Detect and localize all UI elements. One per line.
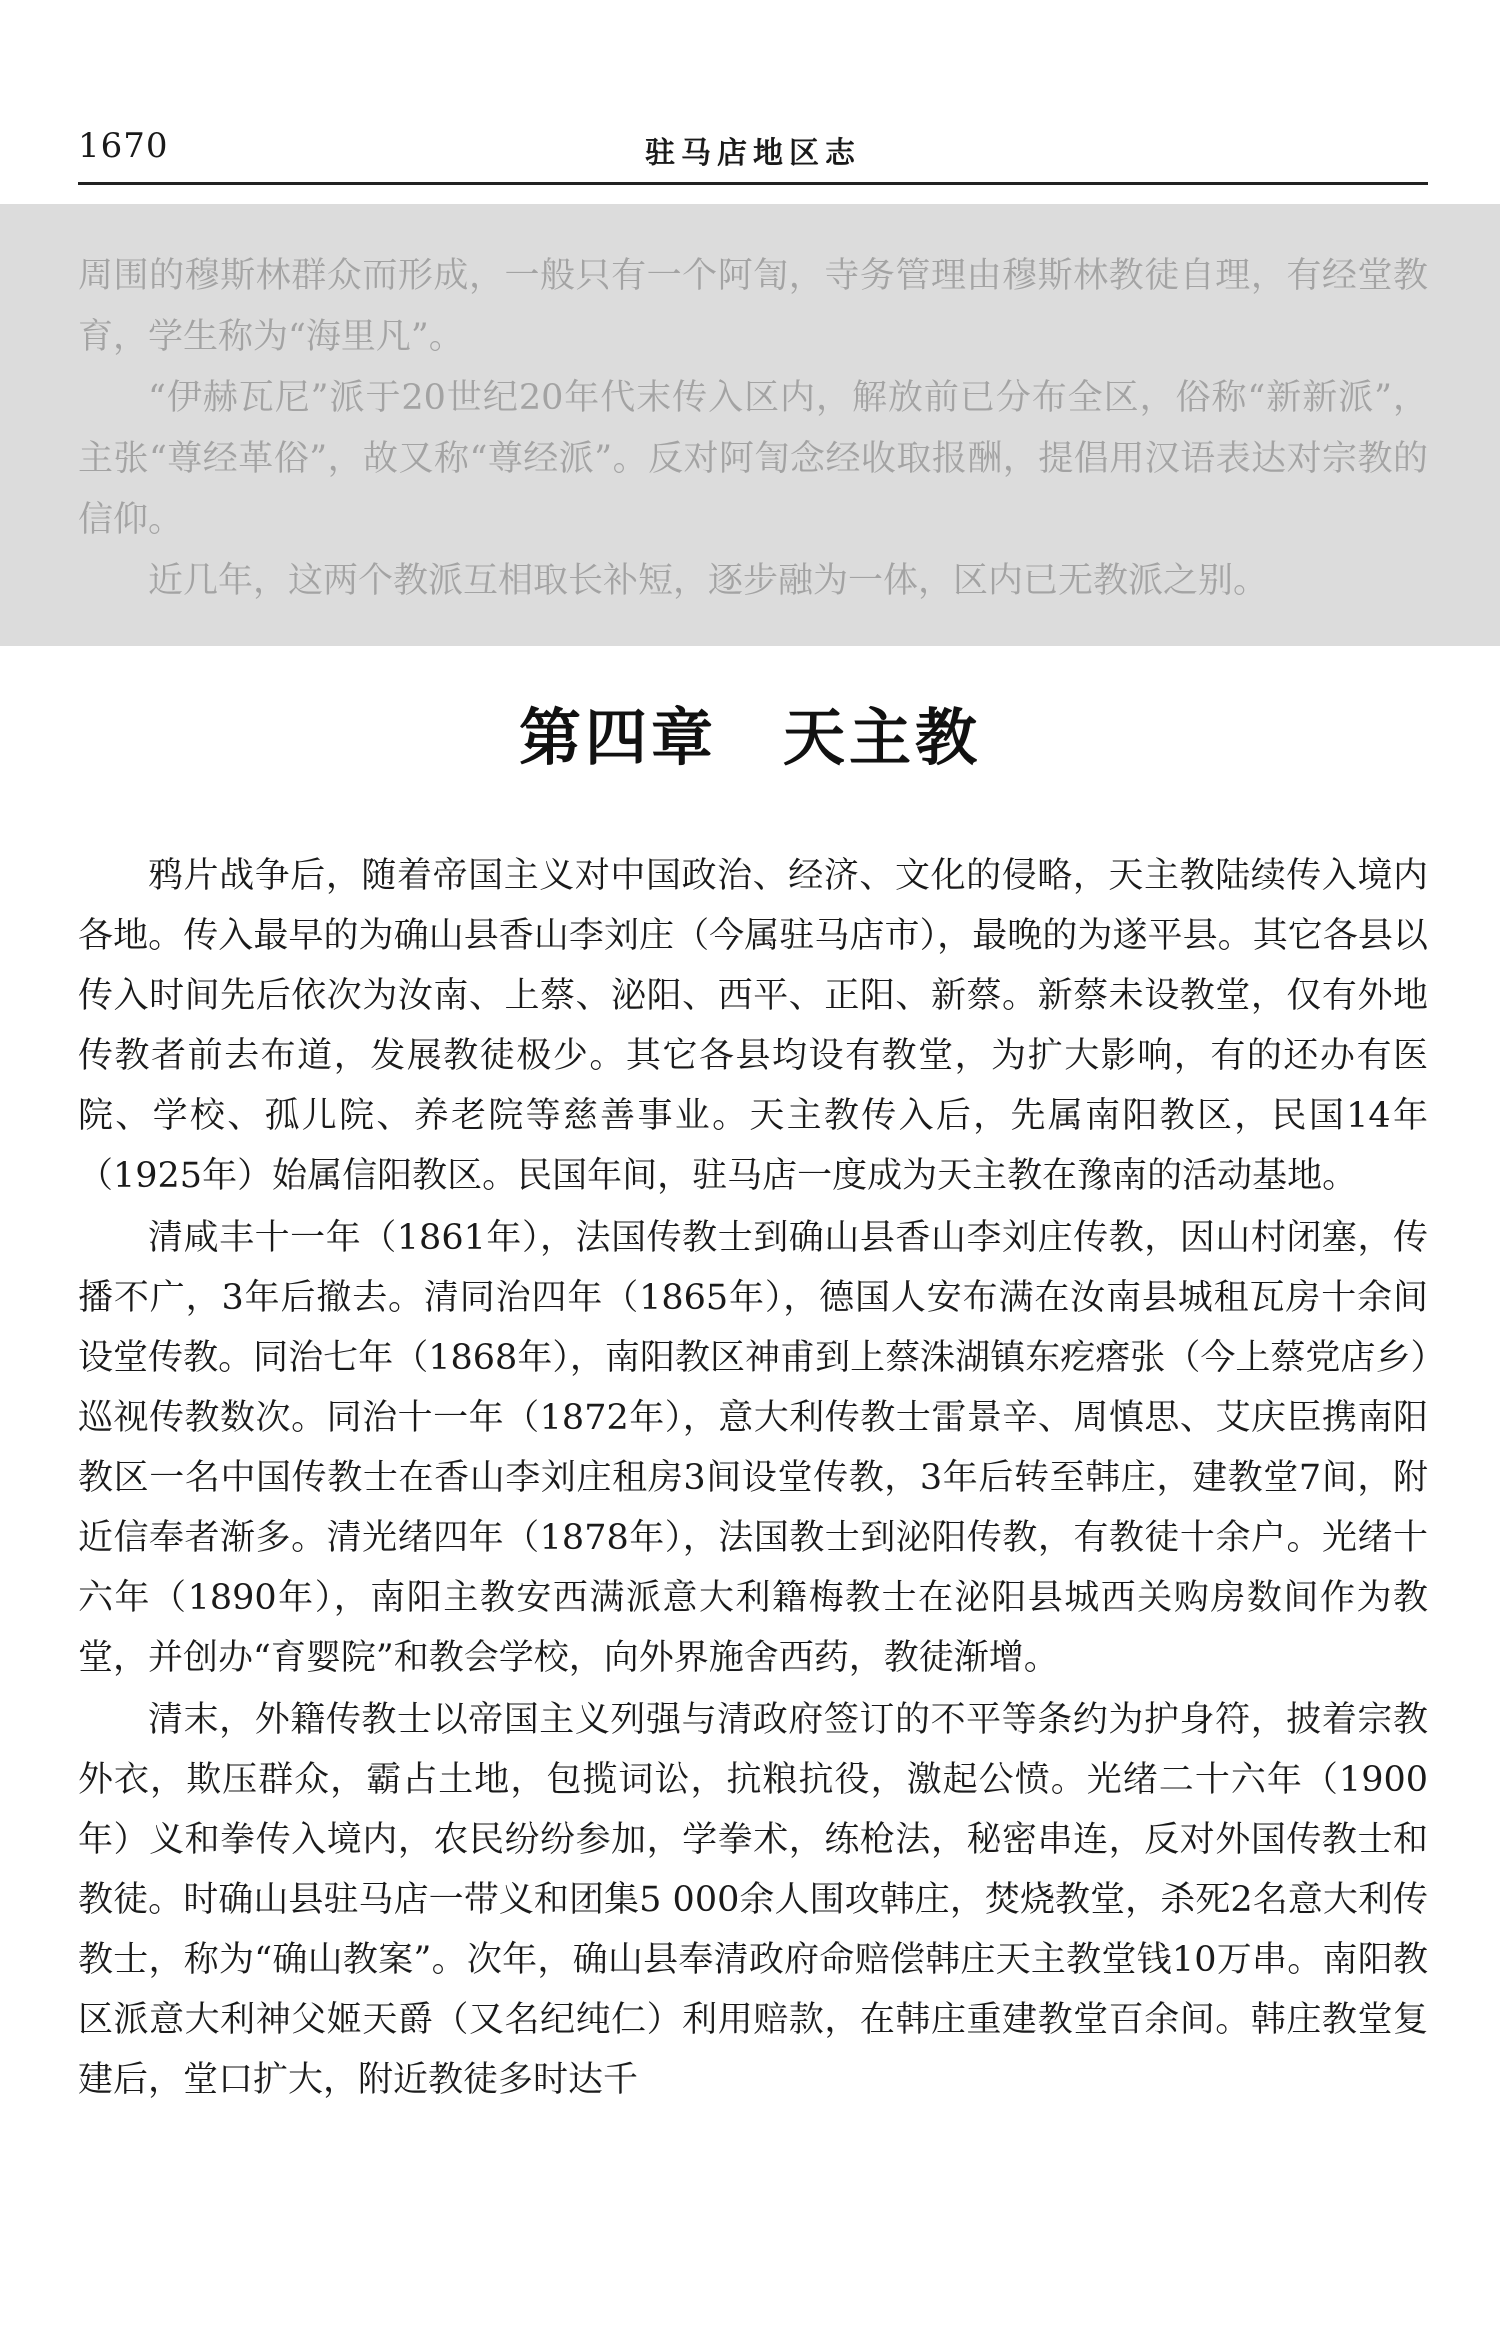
header-rule <box>78 182 1428 185</box>
chapter-title: 第四章 天主教 <box>518 701 981 774</box>
page-header <box>78 126 1428 182</box>
page-number: 1670 <box>78 126 169 166</box>
paragraph: 鸦片战争后，随着帝国主义对中国政治、经济、文化的侵略，天主教陆续传入境内各地。传入最早的为确山县香山李刘庄（今属驻马店市），最晚的为遂平县。其它各县以传入时间先后依次为汝南、上蔡、泌阳、西平、正阳、新蔡。新蔡未设教堂，仅有外地传教者前去布道，发展教徒极少。其它各县均设有教堂，为扩大影响，有的还办有医院、学校、孤儿院、养老院等慈善事业。天主教传入后，先属南阳教区，民国14年（1925年）始属信阳教区。民国年间，驻马店一度成为天主教在豫南的活动基地。 <box>78 856 1428 1196</box>
previous-section-text <box>78 246 1428 612</box>
paragraph: 周围的穆斯林群众而形成，一般只有一个阿訇，寺务管理由穆斯林教徒自理，有经堂教育，学生称为“海里凡”。 <box>78 256 1428 357</box>
paragraph: 清末，外籍传教士以帝国主义列强与清政府签订的不平等条约为护身符，披着宗教外衣，欺压群众，霸占土地，包揽词讼，抗粮抗役，激起公愤。光绪二十六年（1900年）义和拳传入境内，农民纷纷参加，学拳术，练枪法，秘密串连，反对外国传教士和教徒。时确山县驻马店一带义和团集5 000余人围攻韩庄，焚烧教堂，杀死2名意大利传教士，称为“确山教案”。次年，确山县奉清政府命赔偿韩庄天主教堂钱10万串。南阳教区派意大利神父姬天爵（又名纪纯仁）利用赔款，在韩庄重建教堂百余间。韩庄教堂复建后，堂口扩大，附近教徒多时达千 <box>78 1700 1428 2100</box>
book-title: 驻马店地区志 <box>645 136 861 171</box>
paragraph: 近几年，这两个教派互相取长补短，逐步融为一体，区内已无教派之别。 <box>148 561 1269 601</box>
paragraph: “伊赫瓦尼”派于20世纪20年代末传入区内，解放前已分布全区，俗称“新新派”，主张“尊经革俗”，故又称“尊经派”。反对阿訇念经收取报酬，提倡用汉语表达对宗教的信仰。 <box>78 378 1428 540</box>
paragraph: 清咸丰十一年（1861年），法国传教士到确山县香山李刘庄传教，因山村闭塞，传播不广，3年后撤去。清同治四年（1865年），德国人安布满在汝南县城租瓦房十余间设堂传教。同治七年（1868年），南阳教区神甫到上蔡洙湖镇东疙瘩张（今上蔡党店乡）巡视传教数次。同治十一年（1872年），意大利传教士雷景辛、周慎思、艾庆臣携南阳教区一名中国传教士在香山李刘庄租房3间设堂传教，3年后转至韩庄，建教堂7间，附近信奉者渐多。清光绪四年（1878年），法国教士到泌阳传教，有教徒十余户。光绪十六年（1890年），南阳主教安西满派意大利籍梅教士在泌阳县城西关购房数间作为教堂，并创办“育婴院”和教会学校，向外界施舍西药，教徒渐增。 <box>78 1218 1428 1678</box>
chapter-body <box>78 846 1428 2112</box>
